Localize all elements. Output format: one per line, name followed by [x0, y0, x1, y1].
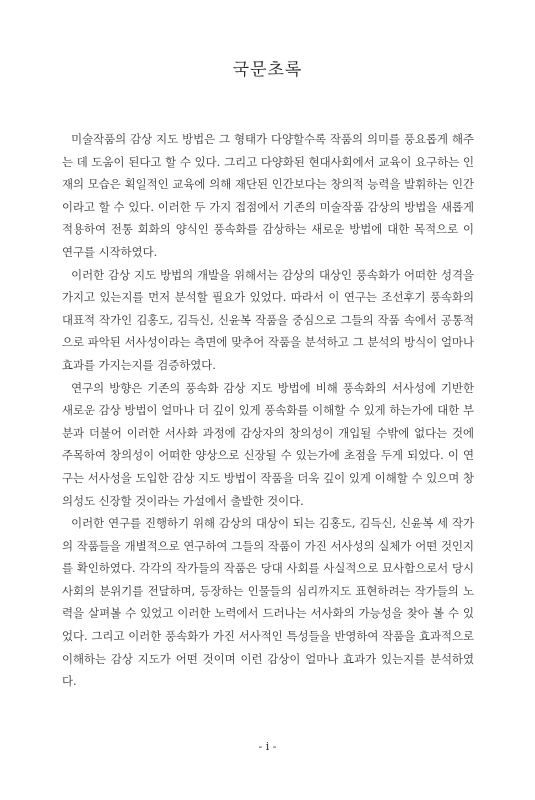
paragraph-3: 연구의 방향은 기존의 풍속화 감상 지도 방법에 비해 풍속화의 서사성에 기반한 새로운 감상 방법이 얼마나 더 깊이 있게 풍속화를 이해할 수 있게 하는가에 대한 부분과 더불어 이러한 서사화 과정에 감상자의 창의성이 개입될 수밖에 없다는 것에 주목하여 창의성이 어떠한 양상으로 신장될 수 있는가에 초점을 두게 되었다. 이 연구는 서사성을 도입한 감상 지도 방법이 작품을 더욱 깊이 있게 이해할 수 있으며 창의성도 신장할 것이라는 가설에서 출발한 것이다.	[62, 380, 474, 508]
paragraph-2: 이러한 감상 지도 방법의 개발을 위해서는 감상의 대상인 풍속화가 어떠한 성격을 가지고 있는지를 먼저 분석할 필요가 있었다. 따라서 이 연구는 조선후기 풍속화의 대표적 작가인 김홍도, 김득신, 신윤복 작품을 중심으로 그들의 작품 속에서 공통적으로 파악된 서사성이라는 측면에 맞추어 작품을 분석하고 그 분석의 방식이 얼마나 효과를 가지는지를 검증하였다.	[62, 267, 474, 372]
page-number: - i -	[258, 740, 277, 753]
paragraph-4: 이러한 연구를 진행하기 위해 감상의 대상이 되는 김홍도, 김득신, 신윤복 세 작가의 작품들을 개별적으로 연구하여 그들의 작품이 가진 서사성의 실체가 어떤 것인지를 확인하였다. 각각의 작가들의 작품은 당대 사회를 사실적으로 묘사함으로서 당시 사회의 분위기를 전달하며, 등장하는 인물들의 심리까지도 표현하려는 작가들의 노력을 살펴볼 수 있었고 이러한 노력에서 드러나는 서사화의 가능성을 찾아 볼 수 있었다. 그리고 이러한 풍속화가 가진 서사적인 특성들을 반영하여 작품을 효과적으로 이해하는 감상 지도가 어떤 것이며 이런 감상이 얼마나 효과가 있는지를 분석하였다.	[62, 516, 474, 689]
abstract-body	[62, 128, 474, 693]
paragraph-1: 미술작품의 감상 지도 방법은 그 형태가 다양할수록 작품의 의미를 풍요롭게 해주는 데 도움이 된다고 할 수 있다. 그리고 다양화된 현대사회에서 교육이 요구하는 인재의 모습은 획일적인 교육에 의해 재단된 인간보다는 창의적 능력을 발휘하는 인간이라고 할 수 있다. 이러한 두 가지 접점에서 기존의 미술작품 감상의 방법을 새롭게 적용하여 전통 회화의 양식인 풍속화를 감상하는 새로운 방법에 대한 목적으로 이 연구를 시작하였다.	[62, 132, 474, 259]
page-title: 국문초록	[232, 60, 303, 80]
